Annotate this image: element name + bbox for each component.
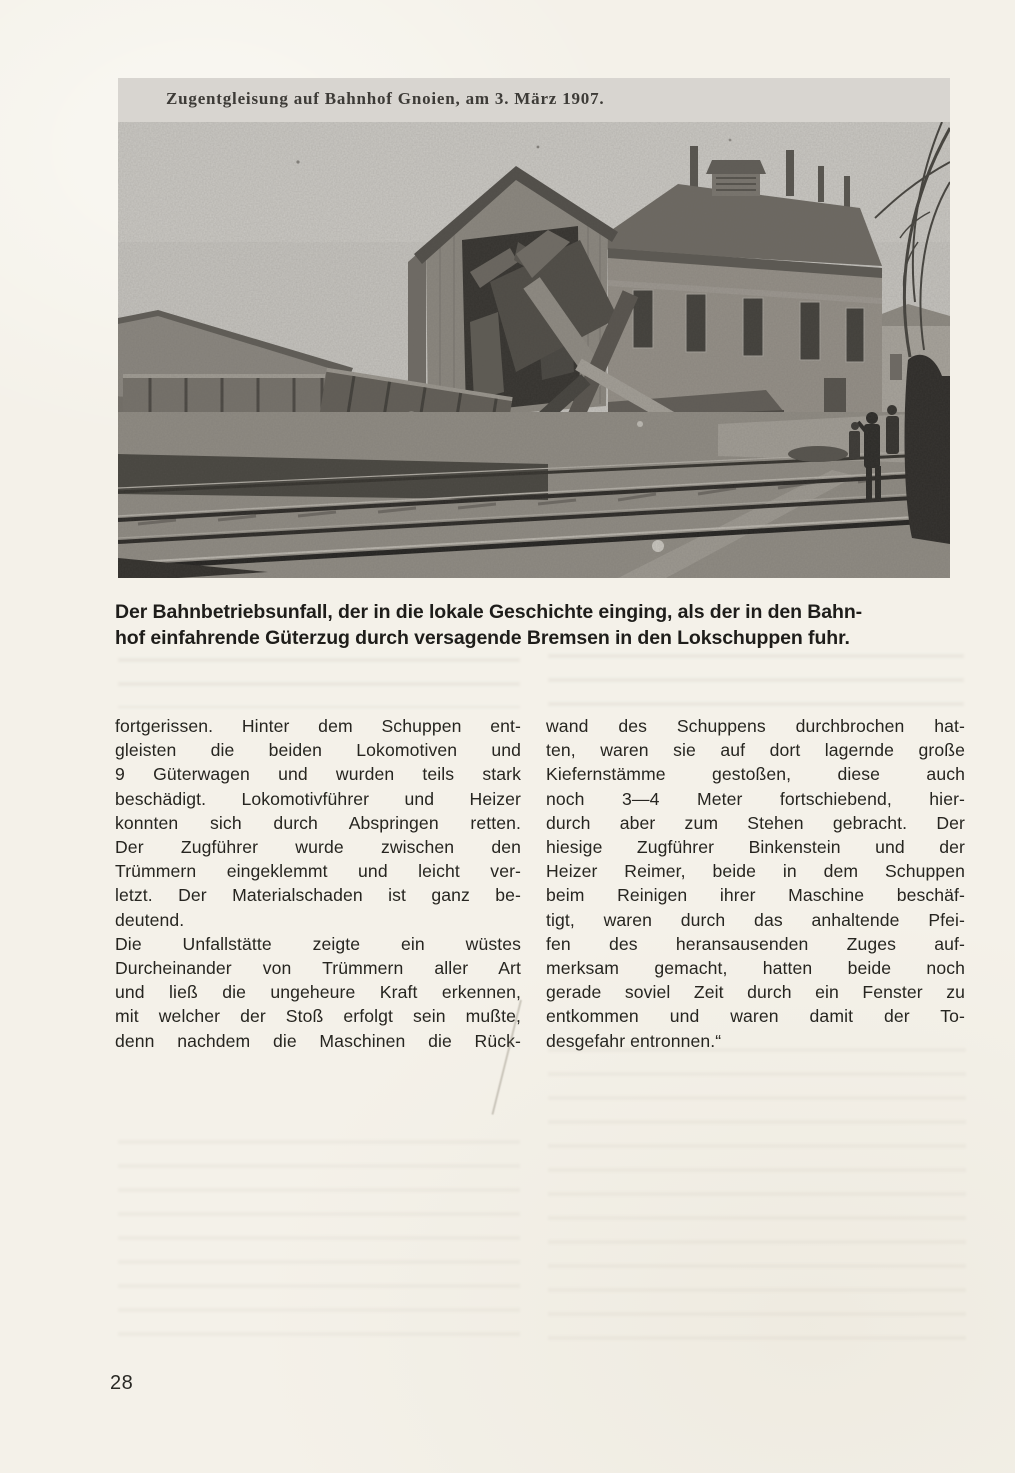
left-column [115, 714, 521, 1053]
photo-title: Zugentgleisung auf Bahnhof Gnoien, am 3. März 1907. [166, 89, 605, 108]
bleedthrough-gap-left [118, 658, 520, 708]
bleedthrough-bottom-left [118, 1140, 520, 1356]
photo-illustration [118, 122, 950, 578]
grain-overlay [118, 122, 950, 578]
right-column [546, 714, 965, 1053]
bleedthrough-gap-right [548, 654, 964, 708]
paragraph: fortgerissen. Hinter dem Schuppen ent- gleisten die beiden Lokomotiven und 9 Güterwagen und wurden teils stark beschädigt. Lokomotivführer und Heizer konnten sich durch Abspringen retten. Der Zugführer wurde zwischen den Trümmern eingeklemmt und leicht ver- letzt. Der Materialschaden ist ganz be- deutend. [115, 716, 521, 930]
photo-block [118, 78, 950, 578]
page-number: 28 [110, 1372, 134, 1394]
paragraph: wand des Schuppens durchbrochen hat- ten, waren sie auf dort lagernde große Kiefernstämme gestoßen, diese auch noch 3—4 Meter fortschiebend, hier- durch aber zum Stehen gebracht. Der hiesige Zugführer Binkenstein und der Heizer Reimer, beide in dem Schuppen beim Reinigen ihrer Maschine beschäf- tigt, waren durch das anhaltende Pfei- fen des heransausenden Zuges auf- merksam gemacht, hatten beide noch gerade soviel Zeit durch ein Fenster zu entkommen und waren damit der To- desgefahr entronnen.“ [546, 716, 965, 1051]
photo-caption: Der Bahnbetriebsunfall, der in die lokale Geschichte einging, als der in den Bahn- hof einfahrende Güterzug durch versagende Bremsen in den Lokschuppen fuhr. [115, 601, 863, 649]
bleedthrough-bottom-right [548, 1048, 966, 1348]
paragraph: Die Unfallstätte zeigte ein wüstes Durcheinander von Trümmern aller Art und ließ die ungeheure Kraft erkennen, mit welcher der Stoß erfolgt sein mußte, denn nachdem die Maschinen die Rück- [115, 933, 521, 1051]
